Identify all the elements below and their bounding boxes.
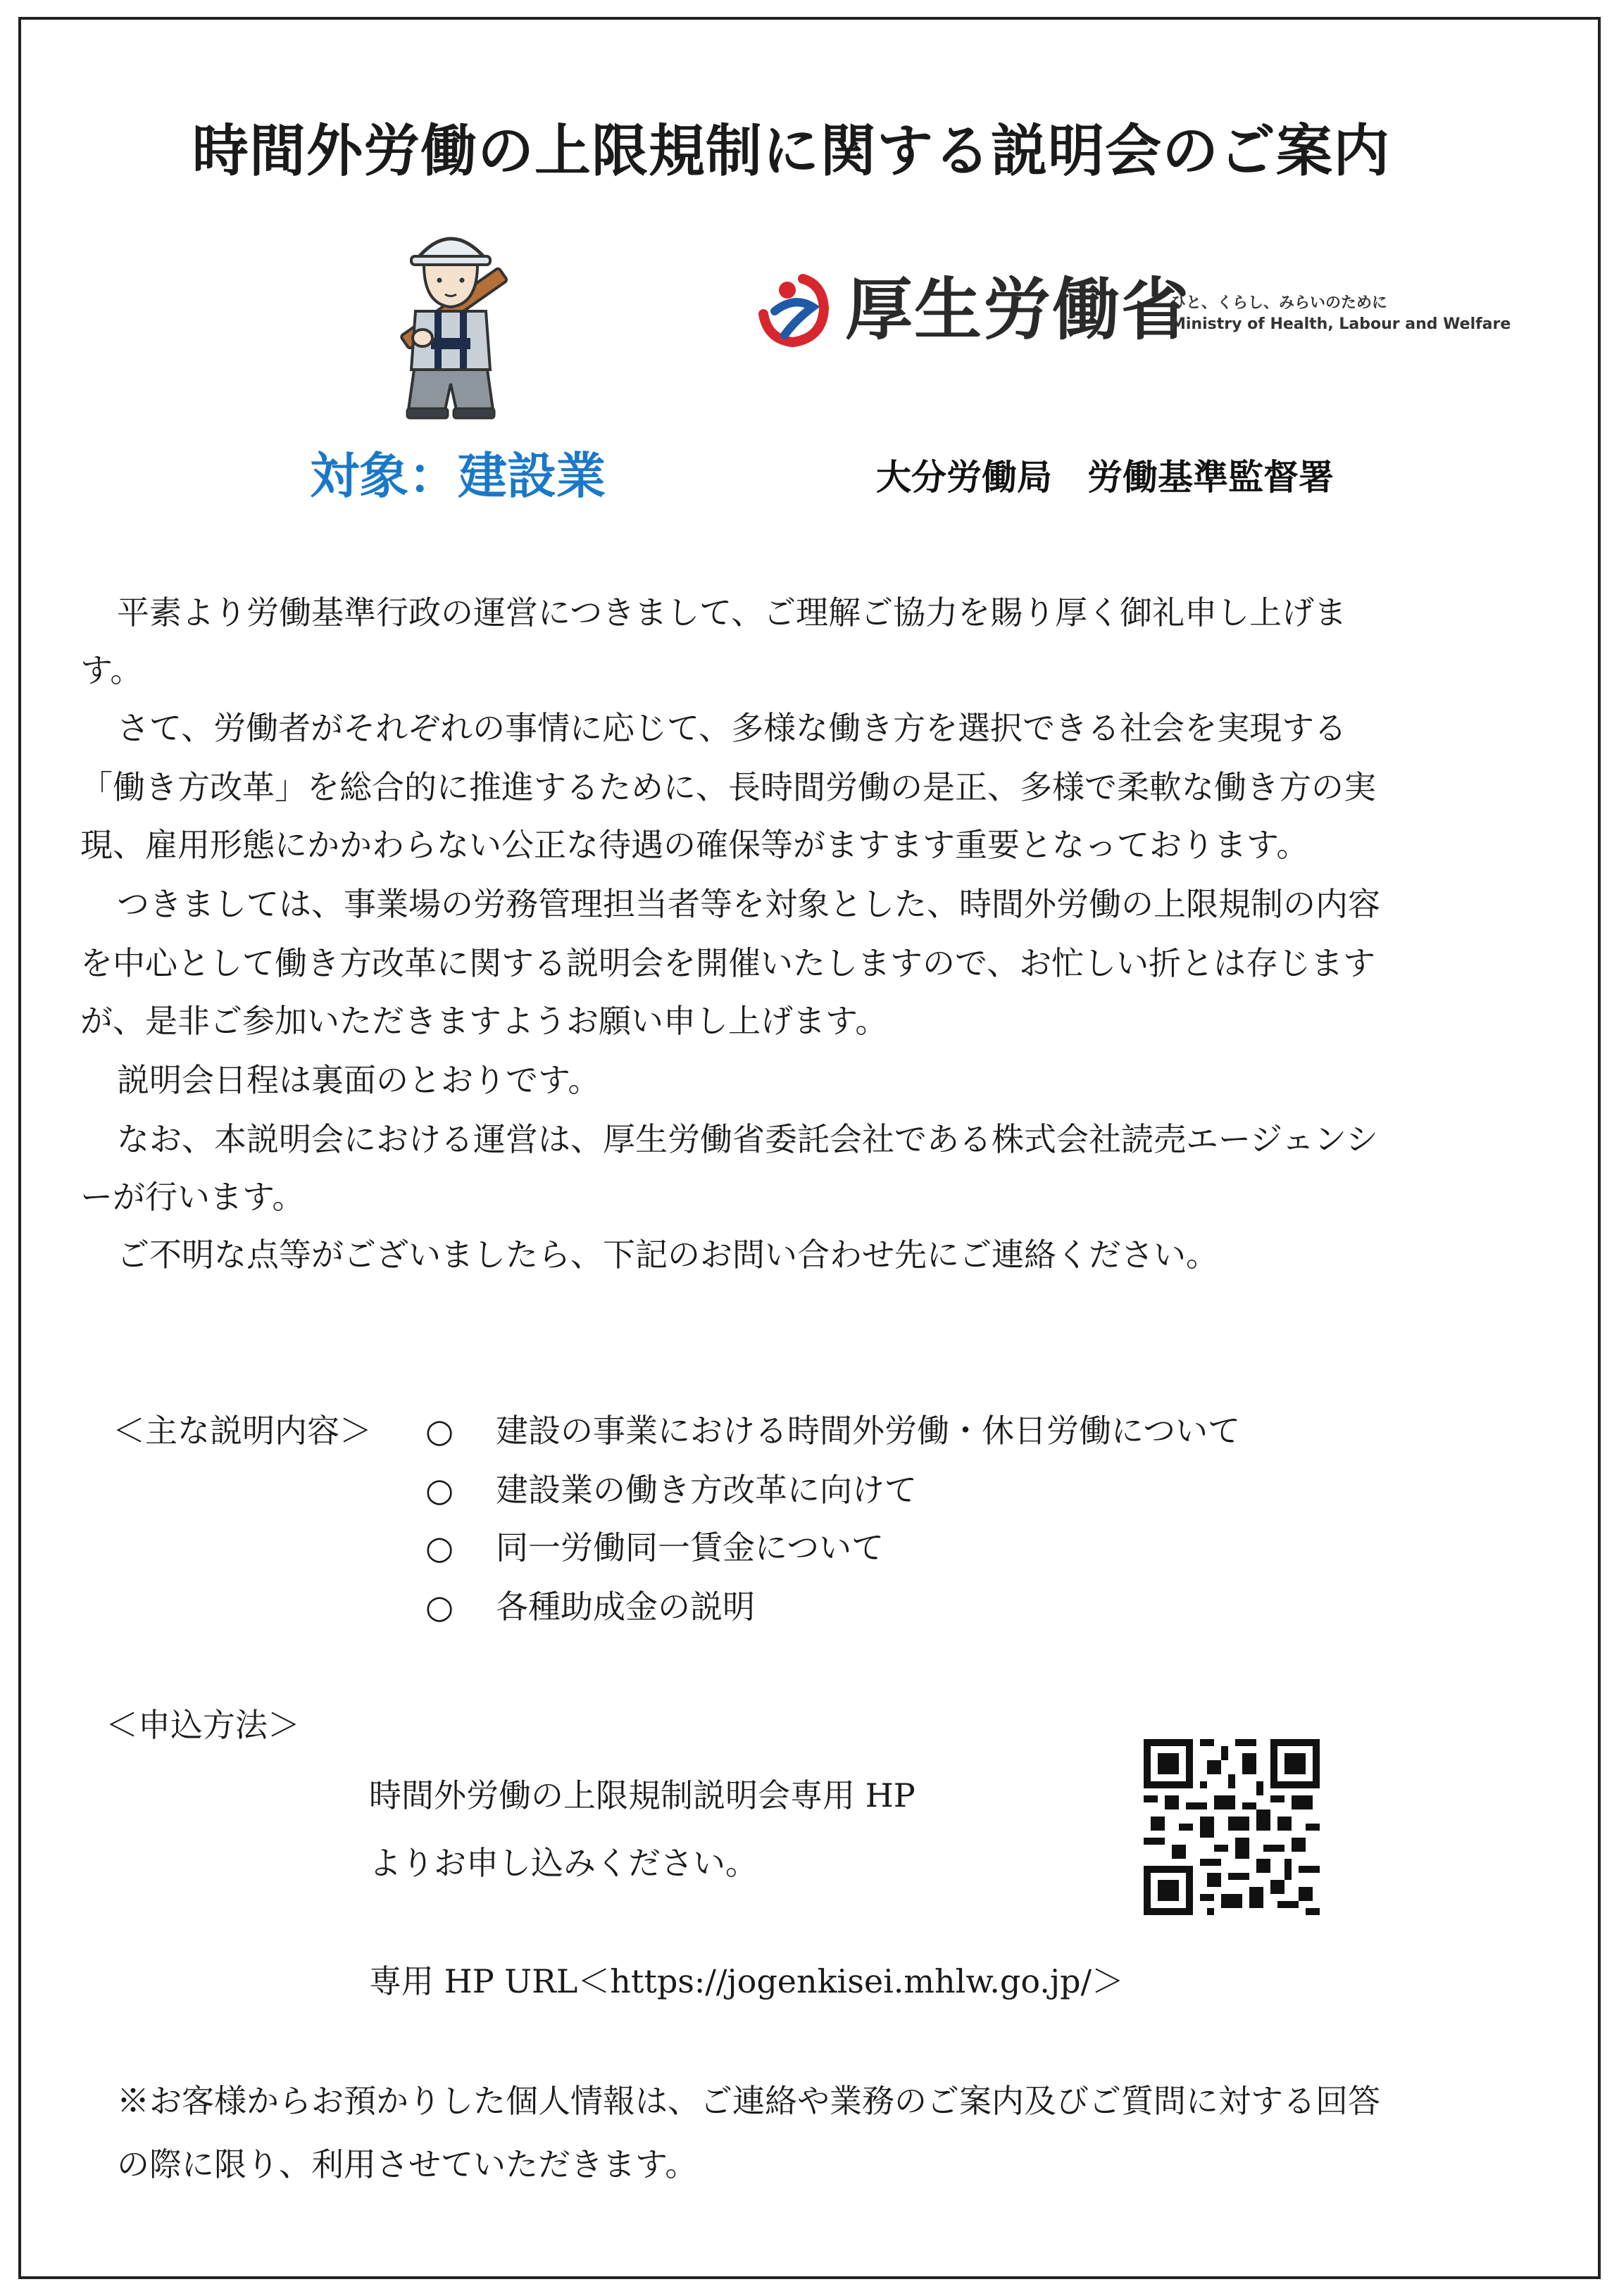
list-bullet: ○ — [425, 1471, 454, 1509]
issuing-office: 大分労働局 労働基準監督署 — [876, 457, 1334, 498]
construction-worker-illustration — [380, 218, 521, 422]
body-line: さて、労働者がそれぞれの事情に応じて、多様な働き方を選択できる社会を実現する — [117, 709, 1347, 747]
body-line: 「働き方改革」を総合的に推進するために、長時間労働の是正、多様で柔軟な働き方の実 — [80, 768, 1376, 806]
list-item — [425, 1410, 1240, 1452]
list-item — [425, 1469, 917, 1511]
privacy-note: の際に限り、利用させていただきます。 — [117, 2145, 698, 2183]
list-bullet: ○ — [425, 1529, 454, 1567]
ministry-logo — [754, 268, 1549, 366]
body-line: 平素より労働基準行政の運営につきまして、ご理解ご協力を賜り厚く御礼申し上げま — [117, 594, 1347, 632]
ministry-emblem-icon — [754, 268, 838, 352]
list-item-text: 同一労働同一賃金について — [496, 1529, 884, 1567]
list-item-text: 建設業の働き方改革に向けて — [496, 1471, 917, 1509]
body-line: 現、雇用形態にかかわらない公正な待遇の確保等がますます重要となっております。 — [80, 826, 1309, 864]
list-item-text: 各種助成金の説明 — [496, 1588, 755, 1626]
body-line: ご不明な点等がございましたら、下記のお問い合わせ先にご連絡ください。 — [117, 1236, 1218, 1274]
application-text: 時間外労働の上限規制説明会専用 HP — [369, 1776, 915, 1814]
list-item — [425, 1526, 884, 1569]
body-line: ーが行います。 — [80, 1178, 305, 1216]
list-item — [425, 1586, 755, 1628]
application-text: よりお申し込みください。 — [369, 1844, 758, 1882]
body-line: 説明会日程は裏面のとおりです。 — [117, 1061, 601, 1099]
contents-heading: ＜主な説明内容＞ — [113, 1412, 372, 1450]
application-url[interactable]: 専用 HP URL＜https://jogenkisei.mhlw.go.jp/＞ — [369, 1962, 1125, 2000]
list-item-text: 建設の事業における時間外労働・休日労働について — [496, 1412, 1241, 1450]
ministry-tagline: ひと、くらし、みらいのために — [1170, 294, 1388, 312]
page-title: 時間外労働の上限規制に関する説明会のご案内 — [192, 118, 1390, 184]
application-heading: ＜申込方法＞ — [106, 1706, 300, 1744]
list-bullet: ○ — [425, 1588, 454, 1626]
ministry-name: 厚生労働省 — [845, 270, 1190, 349]
body-line: す。 — [80, 651, 143, 689]
body-line: が、是非ご参加いただきますようお願い申し上げます。 — [80, 1002, 888, 1040]
privacy-note: ※お客様からお預かりした個人情報は、ご連絡や業務のご案内及びご質問に対する回答 — [117, 2082, 1380, 2120]
body-line: つきましては、事業場の労務管理担当者等を対象とした、時間外労働の上限規制の内容 — [117, 885, 1380, 923]
list-bullet: ○ — [425, 1412, 454, 1450]
qr-code-image[interactable] — [1144, 1739, 1320, 1915]
body-line: を中心として働き方改革に関する説明会を開催いたしますので、お忙しい折とは存じます — [80, 944, 1376, 982]
ministry-english-name: Ministry of Health, Labour and Welfare — [1170, 315, 1511, 333]
target-industry: 対象：建設業 — [310, 447, 606, 505]
body-line: なお、本説明会における運営は、厚生労働省委託会社である株式会社読売エージェンシ — [117, 1120, 1379, 1158]
